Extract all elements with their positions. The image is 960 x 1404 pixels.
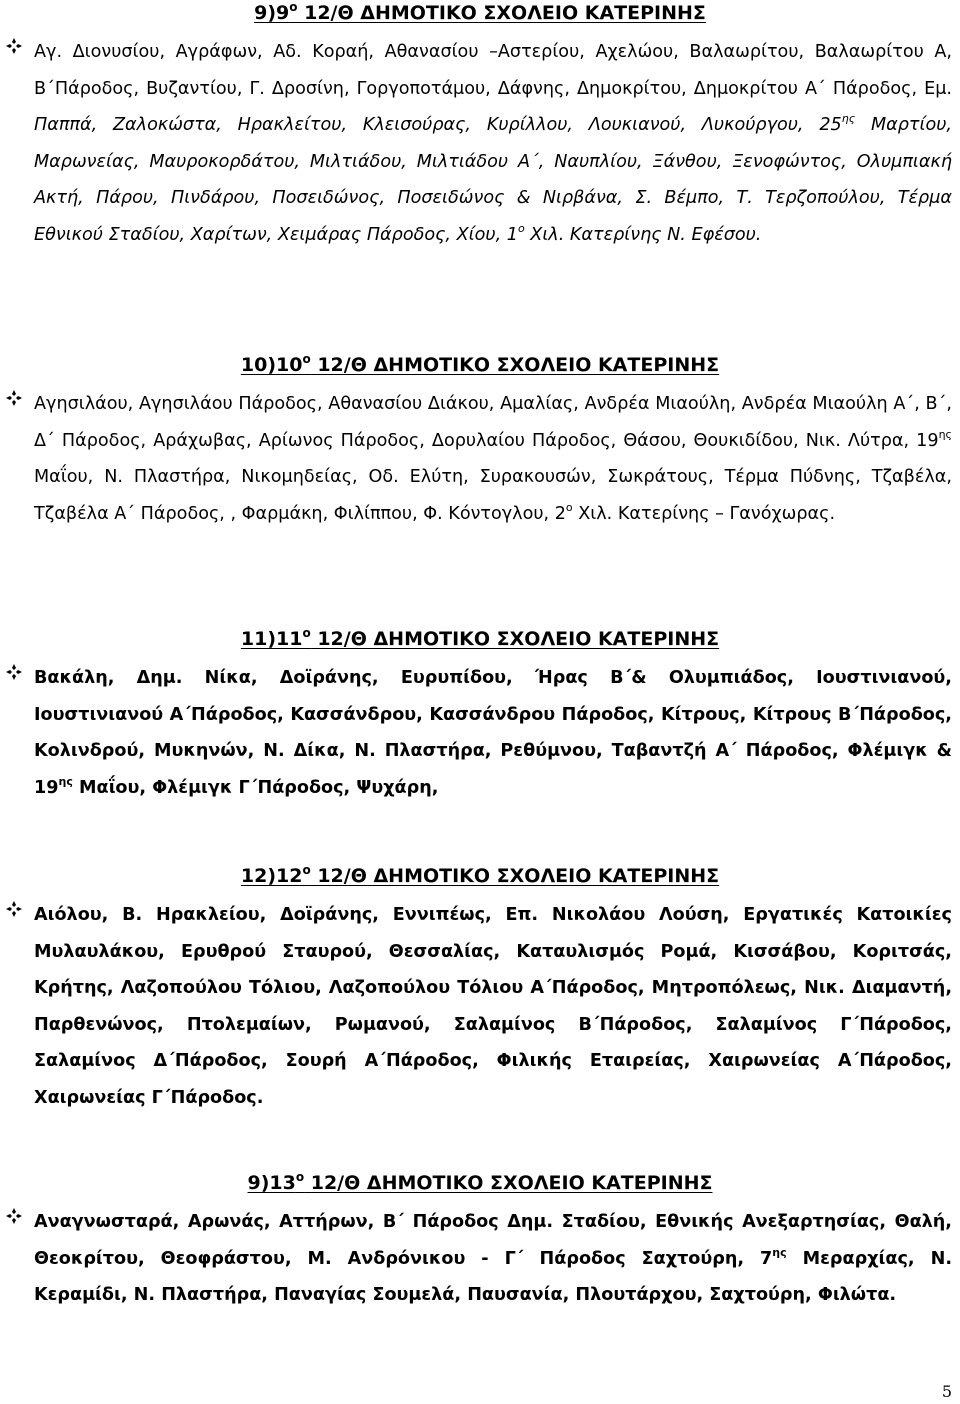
address-list-item bbox=[0, 1204, 960, 1314]
text-run: Χιλ. Κατερίνης Ν. Εφέσου. bbox=[524, 224, 762, 245]
street-list-paragraph bbox=[34, 897, 952, 1117]
section-10 bbox=[0, 352, 960, 532]
text-run: Παππά, Ζαλοκώστα, Ηρακλείτου, Κλεισούρας, Κυρίλλου, Λουκιανού, Λυκούργου, 25 bbox=[34, 115, 842, 136]
address-list-item bbox=[0, 386, 960, 532]
text-run: Μαΐου, Ν. Πλαστήρα, Νικομηδείας, Οδ. Ελύτη, Συρακουσών, Σωκράτους, Τέρμα Πύδνης, Τζαβέλα, Τζαβέλα Α΄ Πάροδος, , Φαρμάκη, Φιλίππου, Φ. Κόντογλου, 2 bbox=[34, 467, 952, 524]
ordinal-suffix: ο bbox=[517, 221, 525, 235]
diamond-bullet-icon bbox=[6, 1208, 22, 1224]
text-run: Βακάλη, Δημ. Νίκα, Δοϊράνης, Ευρυπίδου, Ήρας Β΄& Ολυμπιάδος, Ιουστινιανού, Ιουστινιανού Α΄Πάροδος, Κασσάνδρου, Κασσάνδρου Πάροδος, Κίτρους, Κίτρους Β΄Πάροδος, Κολινδρού, Μυκηνών, Ν. Δίκα, Ν. Πλαστήρα, Ρεθύμνου, Ταβαντζή Α΄ Πάροδος, Φλέμιγκ & 19 bbox=[34, 668, 952, 798]
street-list-paragraph bbox=[34, 34, 952, 254]
diamond-bullet-icon bbox=[6, 390, 22, 406]
ordinal-suffix: ης bbox=[938, 427, 952, 441]
text-run: Αγ. Διονυσίου, Αγράφων, Αδ. Κοραή, Αθανασίου –Αστερίου, Αχελώου, Βαλαωρίτου, Βαλαωρίτου Α, Β΄Πάροδος, Βυζαντίου, Γ. Δροσίνη, Γοργοποτάμου, Δάφνης, Δημοκρίτου, Δημοκρίτου Α΄ Πάροδος, Εμ. bbox=[34, 42, 952, 99]
text-run: Αναγνωσταρά, Αρωνάς, Αττήρων, Β΄ Πάροδος Δημ. Σταδίου, Εθνικής Ανεξαρτησίας, Θαλή, Θεοκρίτου, Θεοφράστου, Μ. Ανδρόνικου - Γ΄ Πάροδος Σαχτούρη, 7 bbox=[34, 1212, 952, 1269]
section-13 bbox=[0, 1170, 960, 1314]
section-12 bbox=[0, 863, 960, 1117]
text-run: Μεραρχίας, Ν. Κεραμίδι, Ν. Πλαστήρα, Παναγίας Σουμελά, Παυσανία, Πλουτάρχου, Σαχτούρη, Φιλώτα. bbox=[34, 1248, 953, 1306]
text-run: Χιλ. Κατερίνης – Γανόχωρας. bbox=[572, 503, 836, 524]
page-number: 5 bbox=[941, 1382, 952, 1401]
text-run: Μαΐου, Φλέμιγκ Γ΄Πάροδος, Ψυχάρη, bbox=[72, 777, 439, 798]
diamond-bullet-icon bbox=[6, 901, 22, 917]
section-heading: $9)9^o$ 12/Θ ΔΗΜΟΤΙΚΟ ΣΧΟΛΕΙΟ ΚΑΤΕΡΙΝΗΣ bbox=[254, 0, 706, 24]
diamond-bullet-icon bbox=[6, 664, 22, 680]
street-list-paragraph bbox=[34, 386, 952, 532]
address-list-item bbox=[0, 660, 960, 806]
address-list-item bbox=[0, 897, 960, 1117]
text-run: Αιόλου, Β. Ηρακλείου, Δοϊράνης, Εννιπέως, Επ. Νικολάου Λούση, Εργατικές Κατοικίες Μυλαυλάκου, Ερυθρού Σταυρού, Θεσσαλίας, Καταυλισμός Ρομά, Κισσάβου, Κοριτσάς, Κρήτης, Λαζοπούλου Τόλιου, Λαζοπούλου Τόλιου Α΄Πάροδος, Μητροπόλεως, Νικ. Διαμαντή, Παρθενώνος, Πτολεμαίων, Ρωμανού, Σαλαμίνος Β΄Πάροδος, Σαλαμίνος Γ΄Πάροδος, Σαλαμίνος Δ΄Πάροδος, Σουρή Α΄Πάροδος, Φιλικής Εταιρείας, Χαιρωνείας Α΄Πάροδος, Χαιρωνείας Γ΄Πάροδος. bbox=[34, 905, 952, 1108]
section-9 bbox=[0, 0, 960, 254]
ordinal-suffix: ο bbox=[565, 500, 573, 514]
street-list-paragraph bbox=[34, 1204, 952, 1314]
address-list-item bbox=[0, 34, 960, 254]
ordinal-suffix: ης bbox=[772, 1245, 787, 1259]
section-heading: $10)10^o$ 12/Θ ΔΗΜΟΤΙΚΟ ΣΧΟΛΕΙΟ ΚΑΤΕΡΙΝΗΣ bbox=[240, 352, 720, 376]
text-run: Μαρτίου, Μαρωνείας, Μαυροκορδάτου, Μιλτιάδου, Μιλτιάδου Α΄, Ναυπλίου, Ξάνθου, Ξενοφώντος, Ολυμπιακή Ακτή, Πάρου, Πινδάρου, Ποσειδώνος, Ποσειδώνος & Νιρβάνα, Σ. Βέμπο, Τ. Τερζοπούλου, Τέρμα Εθνικού Σταδίου, Χαρίτων, Χειμάρας Πάροδος, Χίου, 1 bbox=[34, 115, 952, 245]
section-heading: $11)11^o$ 12/Θ ΔΗΜΟΤΙΚΟ ΣΧΟΛΕΙΟ ΚΑΤΕΡΙΝΗΣ bbox=[240, 626, 720, 650]
section-heading: $12)12^o$ 12/Θ ΔΗΜΟΤΙΚΟ ΣΧΟΛΕΙΟ ΚΑΤΕΡΙΝΗΣ bbox=[240, 863, 720, 887]
diamond-bullet-icon bbox=[6, 38, 22, 54]
text-run: Αγησιλάου, Αγησιλάου Πάροδος, Αθανασίου Διάκου, Αμαλίας, Ανδρέα Μιαούλη, Ανδρέα Μιαούλη Α΄, Β΄, Δ΄ Πάροδος, Αράχωβας, Αρίωνος Πάροδος, Δορυλαίου Πάροδος, Θάσου, Θουκιδίδου, Νικ. Λύτρα, 19 bbox=[34, 394, 952, 451]
ordinal-suffix: ης bbox=[841, 112, 856, 126]
ordinal-suffix: ης bbox=[58, 774, 73, 788]
street-list-paragraph bbox=[34, 660, 952, 806]
section-heading: $9)13^o$ 12/Θ ΔΗΜΟΤΙΚΟ ΣΧΟΛΕΙΟ ΚΑΤΕΡΙΝΗΣ bbox=[247, 1170, 713, 1194]
section-11 bbox=[0, 626, 960, 806]
